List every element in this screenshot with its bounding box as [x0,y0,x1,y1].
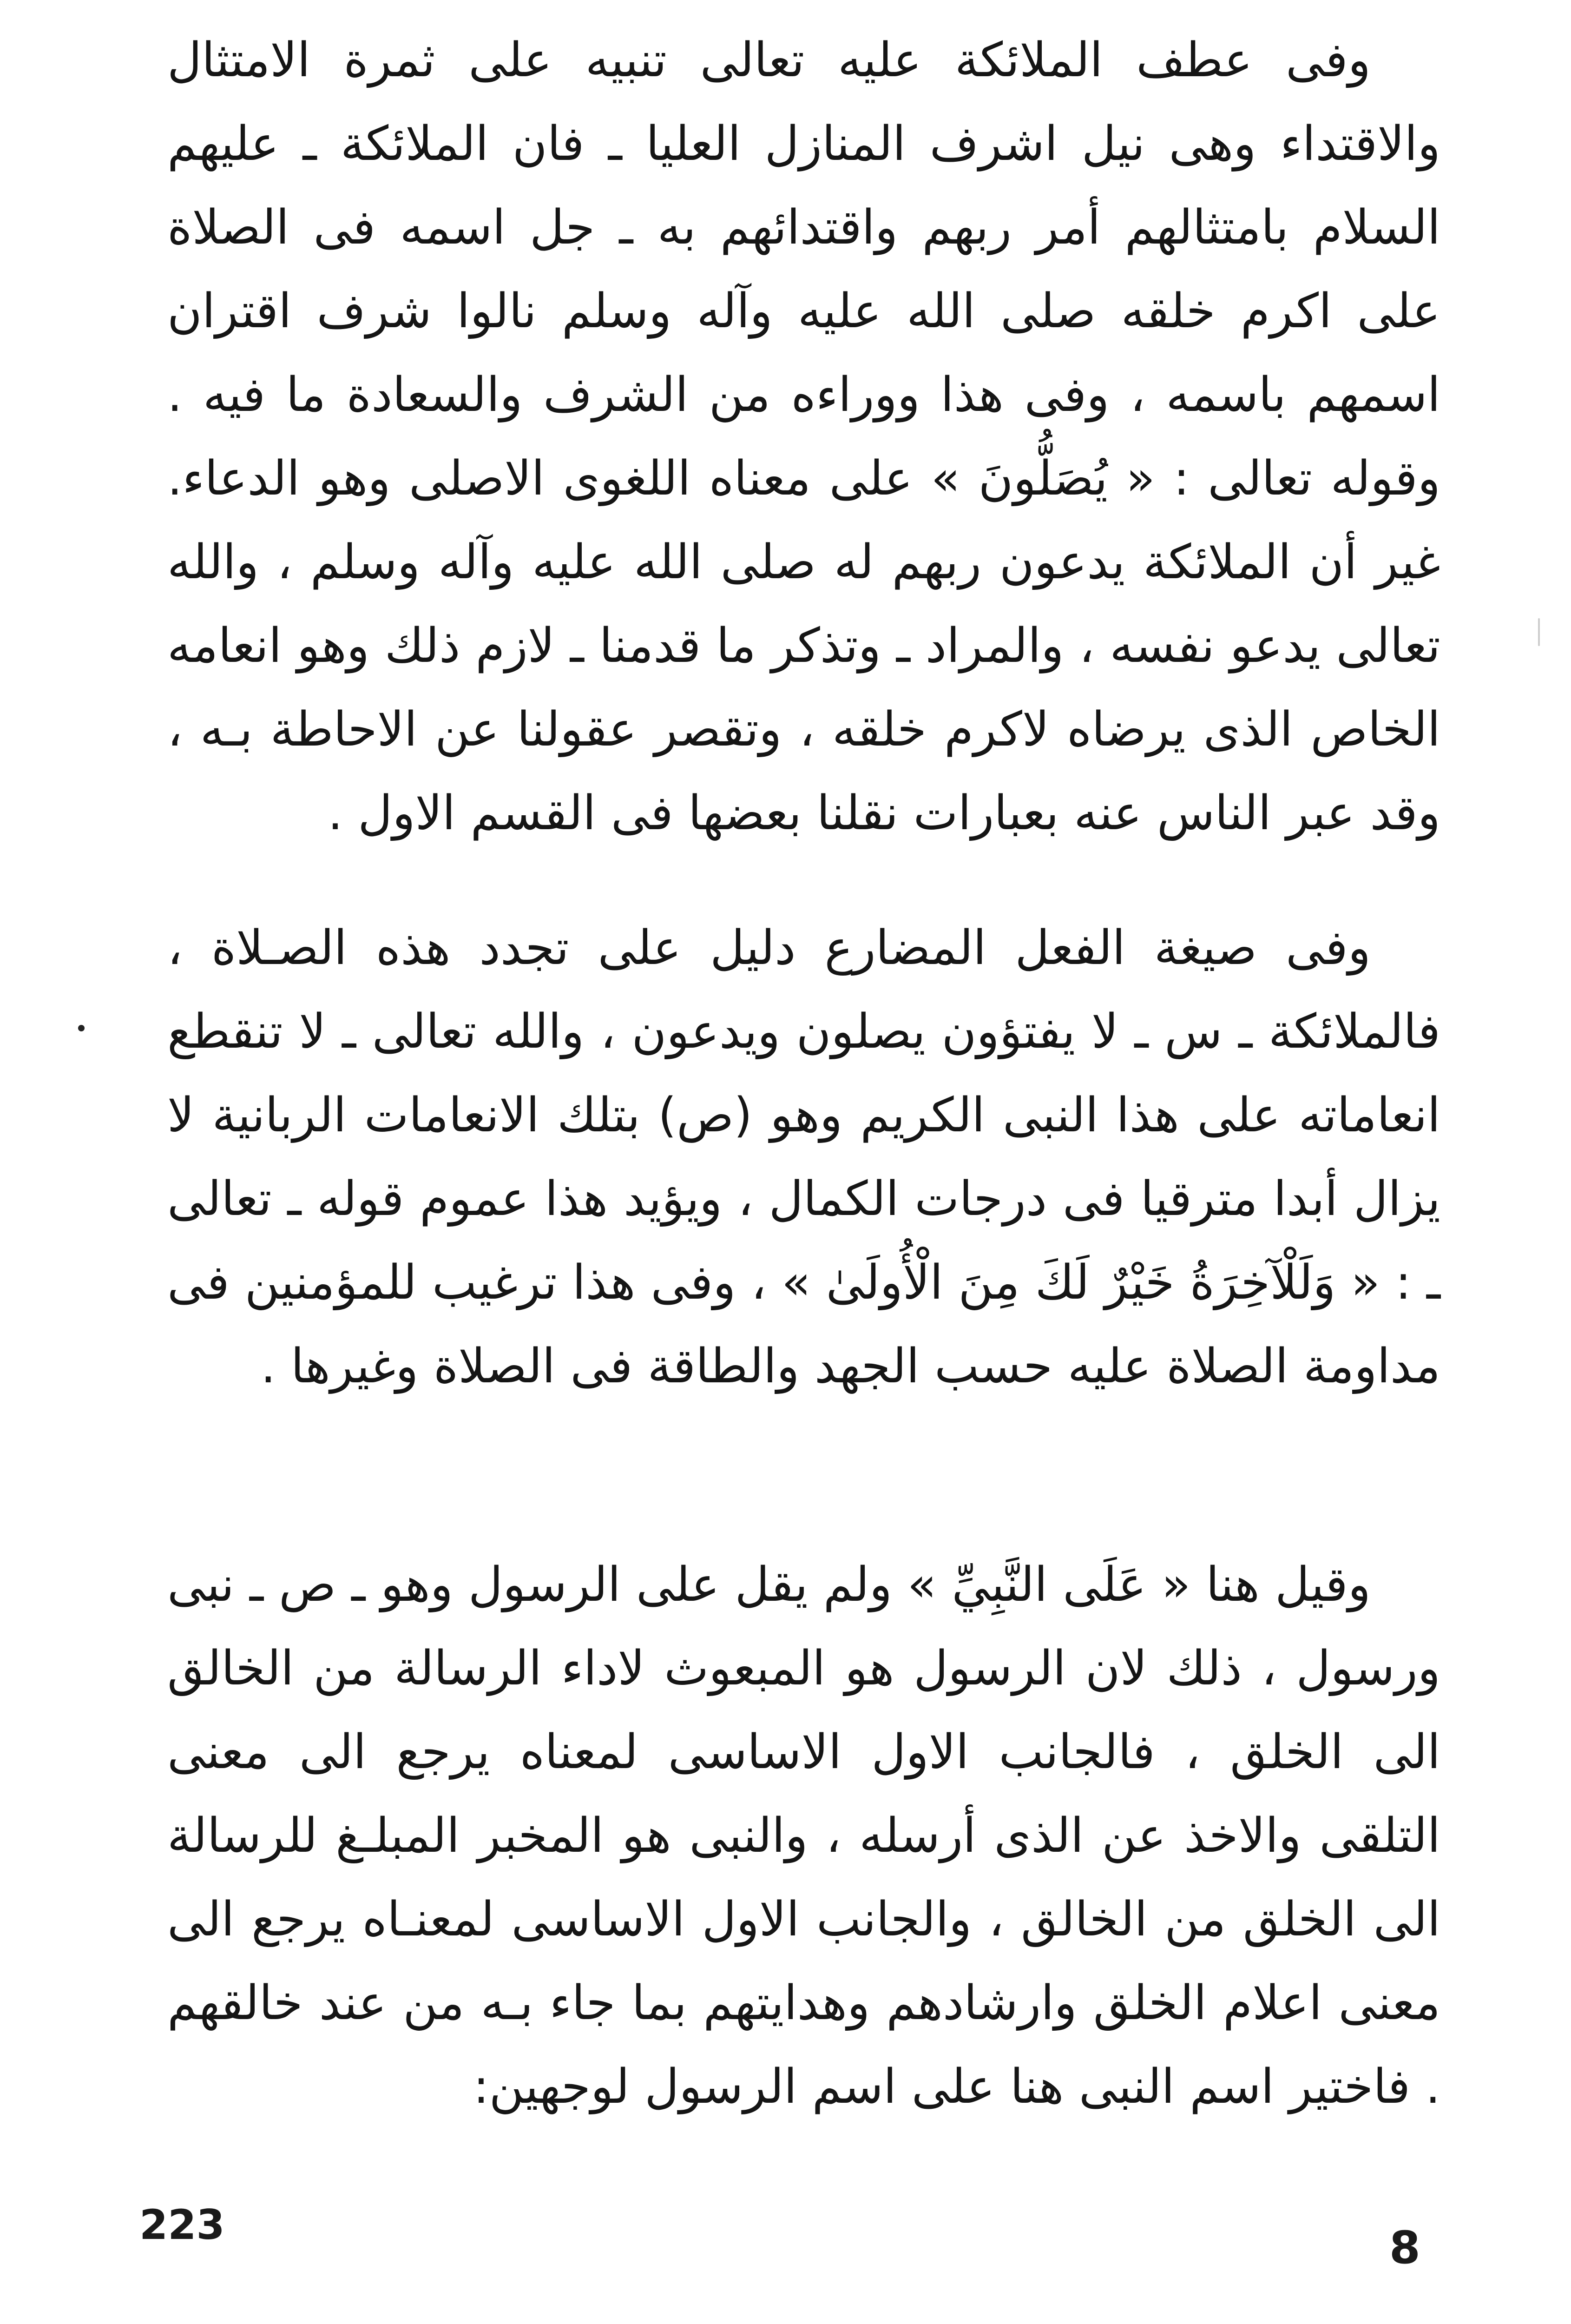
page-number: 223 [139,2201,225,2249]
signature-number: 8 [1389,2222,1420,2274]
paragraph-text: وقيل هنا « عَلَى النَّبِيِّ » ولم يقل على الرسول وهو ـ ص ـ نبى ورسول ، ذلك لان الرسول هو المبعوث لاداء الرسالة من الخالق الى الخلق ، فالجانب الاول الاساسى لمعناه يرجع الى معنى التلقى والاخذ عن الذى أرسله ، والنبى هو المخبر المبلـغ للرسالة الى الخلق من الخالق ، والجانب الاول الاساسى لمعنـاه يرجع الى معنى اعلام الخلق وارشادهم وهدايتهم بما جاء بـه من عند خالقهم . فاختير اسم النبى هنا على اسم الرسول لوجهين: [167,1557,1440,2114]
scan-artifact [1538,618,1540,646]
paragraph-prophet-vs-messenger [167,1543,1440,2129]
paragraph-present-tense [167,906,1440,1408]
scan-speck [78,1025,85,1031]
paragraph-text: وفى عطف الملائكة عليه تعالى تنبيه على ثمرة الامتثال والاقتداء وهى نيل اشرف المنازل العليا ـ فان الملائكة ـ عليهم السلام بامتثالهم أمر ربهم واقتدائهم به ـ جل اسمه فى الصلاة على اكرم خلقه صلى الله عليه وآله وسلم نالوا شرف اقتران اسمهم باسمه ، وفى هذا ووراءه من الشرف والسعادة ما فيه . وقوله تعالى : « يُصَلُّونَ » على معناه اللغوى الاصلى وهو الدعاء. غير أن الملائكة يدعون ربهم له صلى الله عليه وآله وسلم ، والله تعالى يدعو نفسه ، والمراد ـ وتذكر ما قدمنا ـ لازم ذلك وهو انعامه الخاص الذى يرضاه لاكرم خلقه ، وتقصر عقولنا عن الاحاطة بـه ، وقد عبر الناس عنه بعبارات نقلنا بعضها فى القسم الاول . [167,33,1440,841]
paragraph-text: وفى صيغة الفعل المضارع دليل على تجدد هذه الصـلاة ، فالملائكة ـ س ـ لا يفتؤون يصلون ويدعون ، والله تعالى ـ لا تنقطع انعاماته على هذا النبى الكريم وهو (ص) بتلك الانعامات الربانية لا يزال أبدا مترقيا فى درجات الكمال ، ويؤيد هذا عموم قوله ـ تعالى ـ : « وَلَلْآخِرَةُ خَيْرٌ لَكَ مِنَ الْأُولَىٰ » ، وفى هذا ترغيب للمؤمنين فى مداومة الصلاة عليه حسب الجهد والطاقة فى الصلاة وغيرها . [167,920,1440,1394]
paragraph-angels-prayer [167,19,1440,855]
